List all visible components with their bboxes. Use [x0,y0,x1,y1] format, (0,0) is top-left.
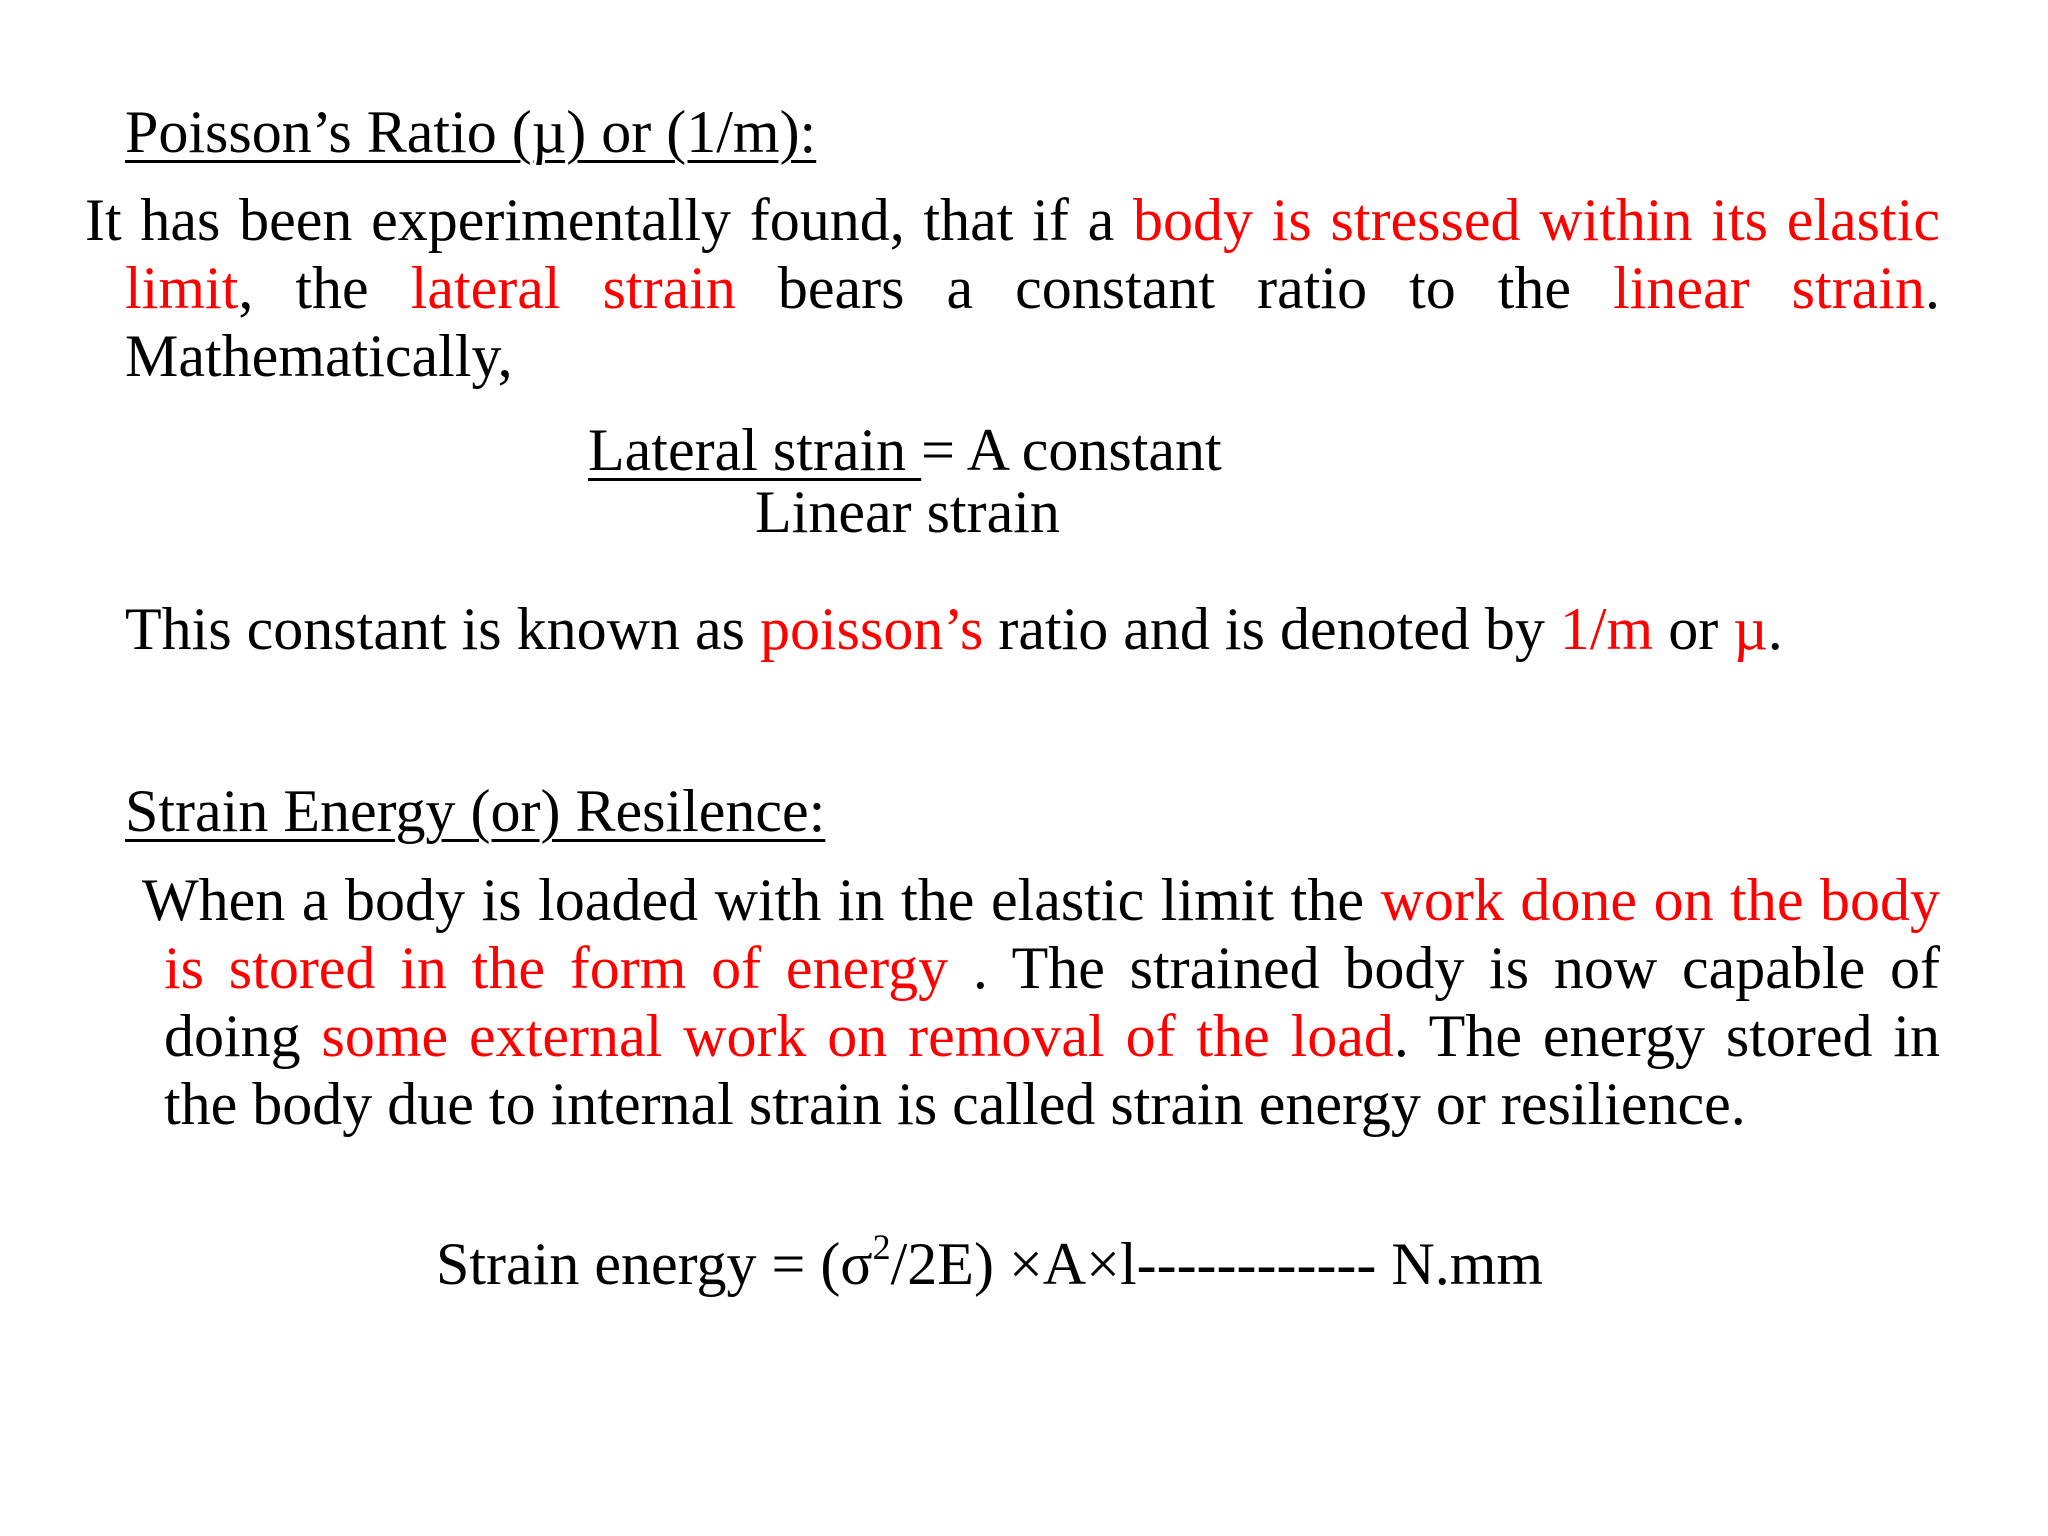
para2-highlight-work-done: work done on the body is stored in the form of energy [164,867,1941,1001]
para1-text-4: . Mathematically, [125,255,1940,389]
definition-highlight-poissons: poisson’s [759,596,984,662]
definition-text-3: or [1653,596,1734,662]
para2-text-3: . The energy stored in the body due to internal strain is called strain energy or resilience. [164,1003,1941,1137]
definition-text-2: ratio and is denoted by [983,596,1560,662]
para1-text-2: , the [238,255,411,321]
definition-highlight-1-over-m: 1/m [1559,596,1654,662]
poissons-ratio-definition [125,595,1783,663]
formula-denominator: Linear strain [755,479,1060,545]
poissons-ratio-paragraph [85,186,1940,390]
definition-text-1: This constant is known as [125,596,760,662]
formula2-post: /2E) ×A×l------------ N.mm [890,1231,1544,1297]
strain-energy-formula [436,1226,1544,1298]
ratio-formula [588,416,1222,484]
definition-text-4: . [1767,596,1783,662]
strain-energy-paragraph [102,866,1940,1138]
poissons-ratio-heading: Poisson’s Ratio (µ) or (1/m): [125,99,817,165]
definition-highlight-mu: µ [1733,596,1768,662]
para1-highlight-elastic-limit: body is stressed within its elastic limit [125,187,1940,321]
para2-highlight-external-work: some external work on removal of the load [321,1003,1394,1069]
strain-energy-heading: Strain Energy (or) Resilence: [125,778,826,844]
para2-text-2: . The strained body is now capable of doing [164,935,1941,1069]
formula2-pre: Strain energy = (σ [436,1231,873,1297]
formula-equals: = A constant [921,417,1222,483]
formula2-exponent: 2 [872,1226,891,1267]
para1-highlight-linear-strain: linear strain [1613,255,1925,321]
para1-highlight-lateral-strain: lateral strain [410,255,736,321]
para2-text-1: When a body is loaded with in the elastic limit the [142,867,1381,933]
para1-text-1: It has been experimentally found, that if a [85,187,1133,253]
formula-numerator: Lateral strain [588,417,922,483]
para1-text-3: bears a constant ratio to the [735,255,1614,321]
